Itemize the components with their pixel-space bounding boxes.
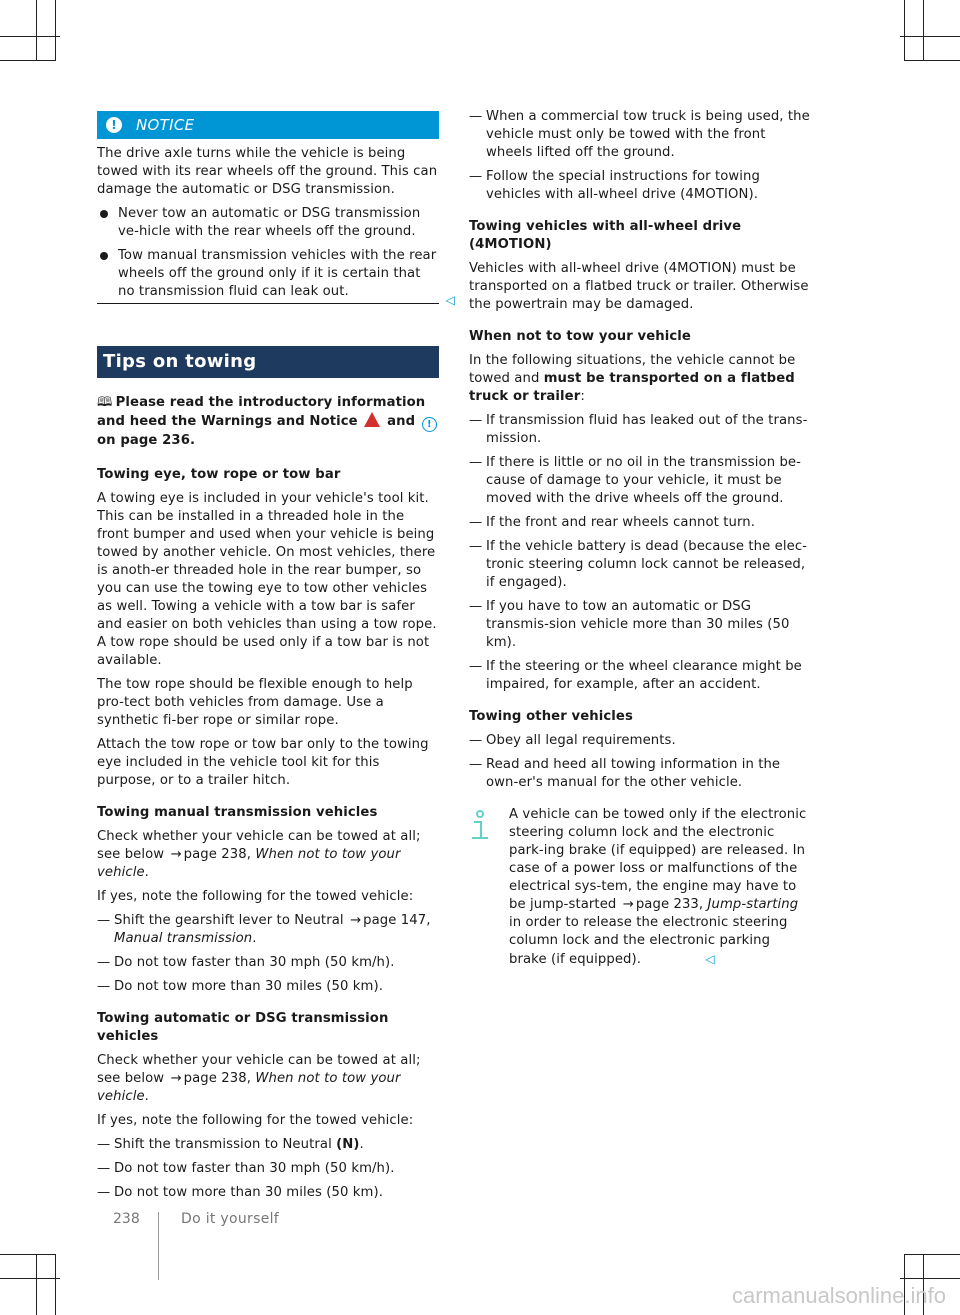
list-item: — Follow the special instructions for towing vehicles with all-wheel drive (4MOTION). [469,169,760,202]
crop-mark [900,1278,960,1279]
notice-title: NOTICE [136,116,195,134]
page-reference-link[interactable]: page 233, [635,897,704,912]
arrow-right-icon: → [622,897,634,912]
heading-manual: Towing manual transmission vehicles [97,805,378,820]
paragraph: A towing eye is included in your vehicle's tool kit. This can be installed in a threaded hole in the front bumper and used when your vehicle is being towed by another vehicle. On most vehicles, there is anoth-er threaded hole in the rear bumper, so you can use the towing eye to tow other vehicles as well. Towing a vehicle with a tow bar is safer and easier on both vehicles than using a tow rope. A tow rope should be used only if a tow bar is not available. [97,491,437,668]
notice-bullet: Never tow an automatic or DSG transmission ve-hicle with the rear wheels off the ground. [97,205,439,241]
crop-mark [904,1254,960,1255]
exclamation-icon: ! [106,117,122,133]
notice-bullet: Tow manual transmission vehicles with the rear wheels off the ground only if it is certain that no transmission fluid can leak out. [97,247,439,301]
list-item: — Do not tow faster than 30 mph (50 km/h). [97,955,395,970]
paragraph: If yes, note the following for the towed vehicle: [97,1113,414,1128]
list-item: — If the vehicle battery is dead (because the elec-tronic steering column lock cannot be released, if engaged). [469,539,808,590]
section-title: Tips on towing [97,346,439,378]
warning-triangle-icon [364,412,380,427]
chapter-title: Do it yourself [181,1211,280,1227]
heading-awd: Towing vehicles with all-wheel drive (4MOTION) [469,219,742,252]
list-item: — Do not tow more than 30 miles (50 km). [97,979,383,994]
crop-mark [55,1255,56,1315]
page-reference-link[interactable]: page 238, [183,1071,252,1086]
paragraph: In the following situations, the vehicle cannot be towed and must be transported on a flatbed truck or trailer: [469,353,796,404]
list-item: — Shift the gearshift lever to Neutral → page 147, Manual transmission. [97,913,431,946]
heading-automatic: Towing automatic or DSG transmission vehicles [97,1011,389,1044]
notice-box [97,145,455,307]
list-item: — If transmission fluid has leaked out of the trans-mission. [469,413,808,446]
heading-other-vehicles: Towing other vehicles [469,709,633,724]
list-item: — Do not tow faster than 30 mph (50 km/h). [97,1161,395,1176]
list-item: — If you have to tow an automatic or DSG transmis-sion vehicle more than 30 miles (50 km). [469,599,790,650]
page-reference-link[interactable]: page 238, [183,847,252,862]
list-item: — If there is little or no oil in the transmission be-cause of damage to your vehicle, it must be moved with the drive wheels off the ground. [469,455,801,506]
bullet-dot-icon [100,210,108,218]
heading-when-not-to-tow: When not to tow your vehicle [469,329,691,344]
crop-mark [904,0,905,60]
bullet-dot-icon [100,252,108,260]
heading-towing-eye: Towing eye, tow rope or tow bar [97,467,341,482]
paragraph: The tow rope should be flexible enough to help pro-tect both vehicles from damage. Use a synthetic fi-ber rope or similar rope. [97,677,413,728]
paragraph: If yes, note the following for the towed vehicle: [97,889,414,904]
paragraph: Vehicles with all-wheel drive (4MOTION) must be transported on a flatbed truck or trailer. Otherwise the powertrain may be damaged. [469,261,809,312]
crop-mark [36,0,37,60]
list-item: — If the front and rear wheels cannot turn. [469,515,756,530]
page-number: 238 [113,1211,140,1227]
paragraph: Attach the tow rope or tow bar only to the towing eye included in the vehicle tool kit for this purpose, or to a trailer hitch. [97,737,429,788]
left-column [97,108,455,1208]
list-item: — Read and heed all towing information in the own-er's manual for the other vehicle. [469,757,781,790]
list-item: — When a commercial tow truck is being used, the vehicle must only be towed with the front wheels lifted off the ground. [469,109,810,160]
crop-mark [55,0,56,60]
book-icon: 🕮 [97,395,113,410]
end-marker-icon: ◁ [445,293,455,307]
crop-mark [0,36,60,37]
list-item: — Obey all legal requirements. [469,733,676,748]
page-reference-link[interactable]: page 147, [363,913,431,928]
notice-circle-icon: ! [422,417,437,432]
list-item: — If the steering or the wheel clearance might be impaired, for example, after an accident. [469,659,802,692]
notice-header [97,111,439,139]
paragraph: Check whether your vehicle can be towed at all; see below → page 238, When not to tow your vehicle. [97,1053,421,1104]
notice-body: The drive axle turns while the vehicle is being towed with its rear wheels off the ground. This can damage the automatic or DSG transmission. [97,146,438,197]
intro-text: 🕮 Please read the introductory information and heed the Warnings and Notice and ! on page 236. [97,394,439,450]
arrow-right-icon: → [170,847,182,862]
paragraph: Check whether your vehicle can be towed at all; see below → page 238, When not to tow your vehicle. [97,829,421,880]
crop-mark [0,1278,60,1279]
end-marker-icon: ◁ [705,952,715,966]
crop-mark [0,60,56,61]
watermark-text: carmanualsonline.info [731,1283,946,1308]
arrow-right-icon: → [170,1071,182,1086]
info-note: A vehicle can be towed only if the electronic steering column lock and the electronic park-ing brake (if equipped) are released. In case of a power loss or malfunctions of the electrical sys-tem, the engine may have to be jump-started → page 233, Jump-starting in order to release the electronic steering column lock and the electronic parking brake (if equipped). ◁ [469,806,811,969]
crop-mark [904,60,960,61]
right-column [469,108,811,969]
crop-mark [0,1254,56,1255]
crop-mark [900,36,960,37]
crop-mark [36,1255,37,1315]
crop-mark [923,0,924,60]
footer-divider [158,1212,159,1280]
list-item: — Do not tow more than 30 miles (50 km). [97,1185,383,1200]
info-i-icon [469,810,491,842]
arrow-right-icon: → [349,913,362,928]
list-item: — Shift the transmission to Neutral (N). [97,1137,364,1152]
